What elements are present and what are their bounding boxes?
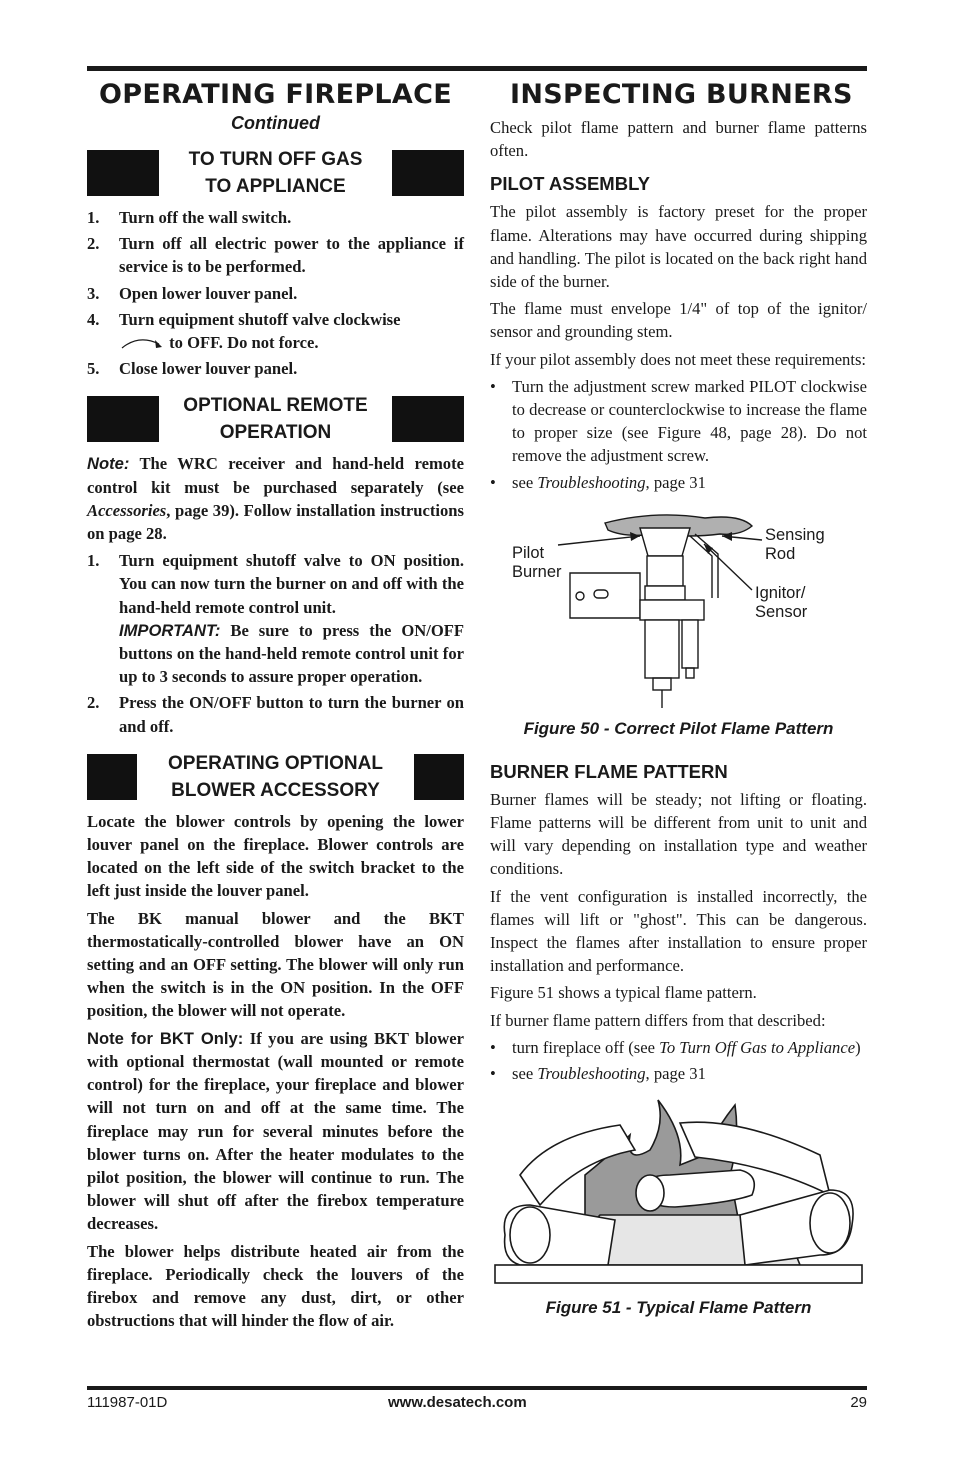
- pilot-para-2: The flame must envelope 1/4" of top of the ignitor/ sensor and grounding stem.: [490, 299, 867, 342]
- pilot-para-1: The pilot assembly is factory preset for the proper flame. Alterations may have occurred during shipping and handling. The pilot is located on the back right hand side of the burner.: [490, 202, 867, 292]
- heading-bar-right: [392, 396, 464, 442]
- burner-para-2: If the vent configuration is installed incorrectly, the flames will lift or "ghost". This can be dangerous. Inspect the flames after installation to ensure proper installation and performance.: [490, 886, 867, 976]
- clockwise-arrow-icon: [119, 332, 165, 352]
- burner-bullets: [490, 1036, 867, 1085]
- turn-off-gas-heading-line1: TO TURN OFF GAS: [188, 149, 363, 170]
- list-item: 1. Turn equipment shutoff valve to ON position. You can now turn the burner on and off with the hand-held remote control unit. IMPORTANT: Be sure to press the ON/OFF buttons on the hand-held remote control unit for up to 3 seconds to assure proper operation.: [87, 551, 464, 687]
- important-label: IMPORTANT:: [119, 620, 221, 640]
- inspect-intro: Check pilot flame pattern and burner flame patterns often.: [490, 118, 867, 161]
- list-item: • Turn the adjustment screw marked PILOT clockwise to decrease or counterclockwise to increase the flame to proper size (see Figure 48, page 28). Do not remove the adjustment screw.: [490, 376, 867, 466]
- pilot-assembly-heading: PILOT ASSEMBLY: [490, 173, 651, 195]
- page-number: 29: [850, 1394, 867, 1411]
- turn-off-gas-heading-line2: TO APPLIANCE: [205, 176, 346, 197]
- blower-bkt-note: Note for BKT Only: If you are using BKT blower with optional thermostat (wall mounted or remote control) for the fireplace, your fireplace and blower will not turn on and off at the same time. The fireplace may run for several minutes before the blower turns on. After the heater modulates to the pilot position, the blower will continue to run. The blower will shut off after the firebox temperature decreases.: [87, 1028, 464, 1234]
- turn-off-gas-heading: [87, 146, 464, 200]
- list-item: 2. Press the ON/OFF button to turn the burner on and off.: [87, 693, 464, 736]
- continued-subtitle: Continued: [231, 113, 320, 133]
- heading-bar-left: [87, 150, 159, 196]
- burner-para-3: Figure 51 shows a typical flame pattern.: [490, 983, 757, 1003]
- operating-fireplace-title: OPERATING FIREPLACE: [99, 79, 452, 110]
- website-link[interactable]: www.desatech.com: [388, 1394, 527, 1411]
- ignitor-sensor-label: Ignitor/ Sensor: [755, 583, 808, 621]
- list-item: • see Troubleshooting, page 31: [490, 1064, 706, 1084]
- heading-bar-left: [87, 396, 159, 442]
- list-item: 1. Turn off the wall switch.: [87, 208, 292, 227]
- optional-remote-heading-line2: OPERATION: [219, 422, 332, 444]
- blower-para-2: The BK manual blower and the BKT thermostatically-controlled blower have an ON setting and an OFF setting. The blower will only run when the switch is in the ON position. In the OFF position, the blower will not operate.: [87, 908, 464, 1021]
- figure-51-caption: Figure 51 - Typical Flame Pattern: [545, 1298, 812, 1318]
- burner-flame-heading: BURNER FLAME PATTERN: [490, 760, 728, 782]
- optional-remote-heading-line1: OPTIONAL REMOTE: [183, 395, 368, 417]
- sensing-rod-label: Sensing Rod: [765, 525, 825, 563]
- blower-heading-line1: OPERATING OPTIONAL: [168, 752, 383, 774]
- pilot-para-3: If your pilot assembly does not meet these requirements:: [490, 349, 867, 369]
- list-item: 4. Turn equipment shutoff valve clockwise to OFF. Do not force.: [87, 309, 401, 353]
- blower-para-3: The blower helps distribute heated air from the fireplace. Periodically check the louvers of the firebox and remove any dust, dirt, or other obstructions that will hinder the flow of air.: [87, 1241, 464, 1331]
- heading-bar-left: [87, 754, 137, 800]
- pilot-bullets: [490, 375, 867, 494]
- right-column: [490, 80, 867, 1325]
- bottom-rule: [87, 1386, 867, 1390]
- left-column: [87, 80, 464, 1336]
- burner-para-1: Burner flames will be steady; not lifting or floating. Flame patterns will be different from unit to unit and will vary depending on installation type and weather conditions.: [490, 789, 867, 879]
- list-item: • see Troubleshooting, page 31: [490, 472, 706, 492]
- heading-bar-right: [414, 754, 464, 800]
- blower-para-1: Locate the blower controls by opening the lower louver panel on the fireplace. Blower controls are located on the left side of the switch bracket to the left just inside the louver panel.: [87, 811, 464, 901]
- top-rule: [87, 66, 867, 71]
- optional-remote-heading: [87, 392, 464, 446]
- pilot-burner-label: Pilot Burner: [512, 543, 562, 581]
- burner-para-4: If burner flame pattern differs from that described:: [490, 1010, 826, 1030]
- figure-50: [490, 508, 867, 758]
- turn-off-gas-steps: [87, 206, 464, 380]
- list-item: 3. Open lower louver panel.: [87, 283, 298, 303]
- list-item: • turn fireplace off (see To Turn Off Gas to Appliance): [490, 1037, 861, 1057]
- log-set-flame-illustration: [490, 1095, 867, 1295]
- blower-heading-line2: BLOWER ACCESSORY: [171, 779, 380, 801]
- part-number: 111987-01D: [87, 1394, 168, 1411]
- figure-50-caption: Figure 50 - Correct Pilot Flame Pattern: [523, 718, 834, 738]
- blower-accessory-heading: [87, 750, 464, 804]
- remote-steps: [87, 549, 464, 738]
- heading-bar-right: [392, 150, 464, 196]
- list-item: 5. Close lower louver panel.: [87, 359, 298, 379]
- list-item: 2. Turn off all electric power to the appliance if service is to be performed.: [87, 234, 464, 277]
- remote-note: Note: The WRC receiver and hand-held remote control kit must be purchased separately (see Accessories, page 39). Follow installation instructions on page 28.: [87, 454, 464, 544]
- figure-51: [490, 1095, 867, 1325]
- inspecting-burners-title: INSPECTING BURNERS: [510, 79, 853, 110]
